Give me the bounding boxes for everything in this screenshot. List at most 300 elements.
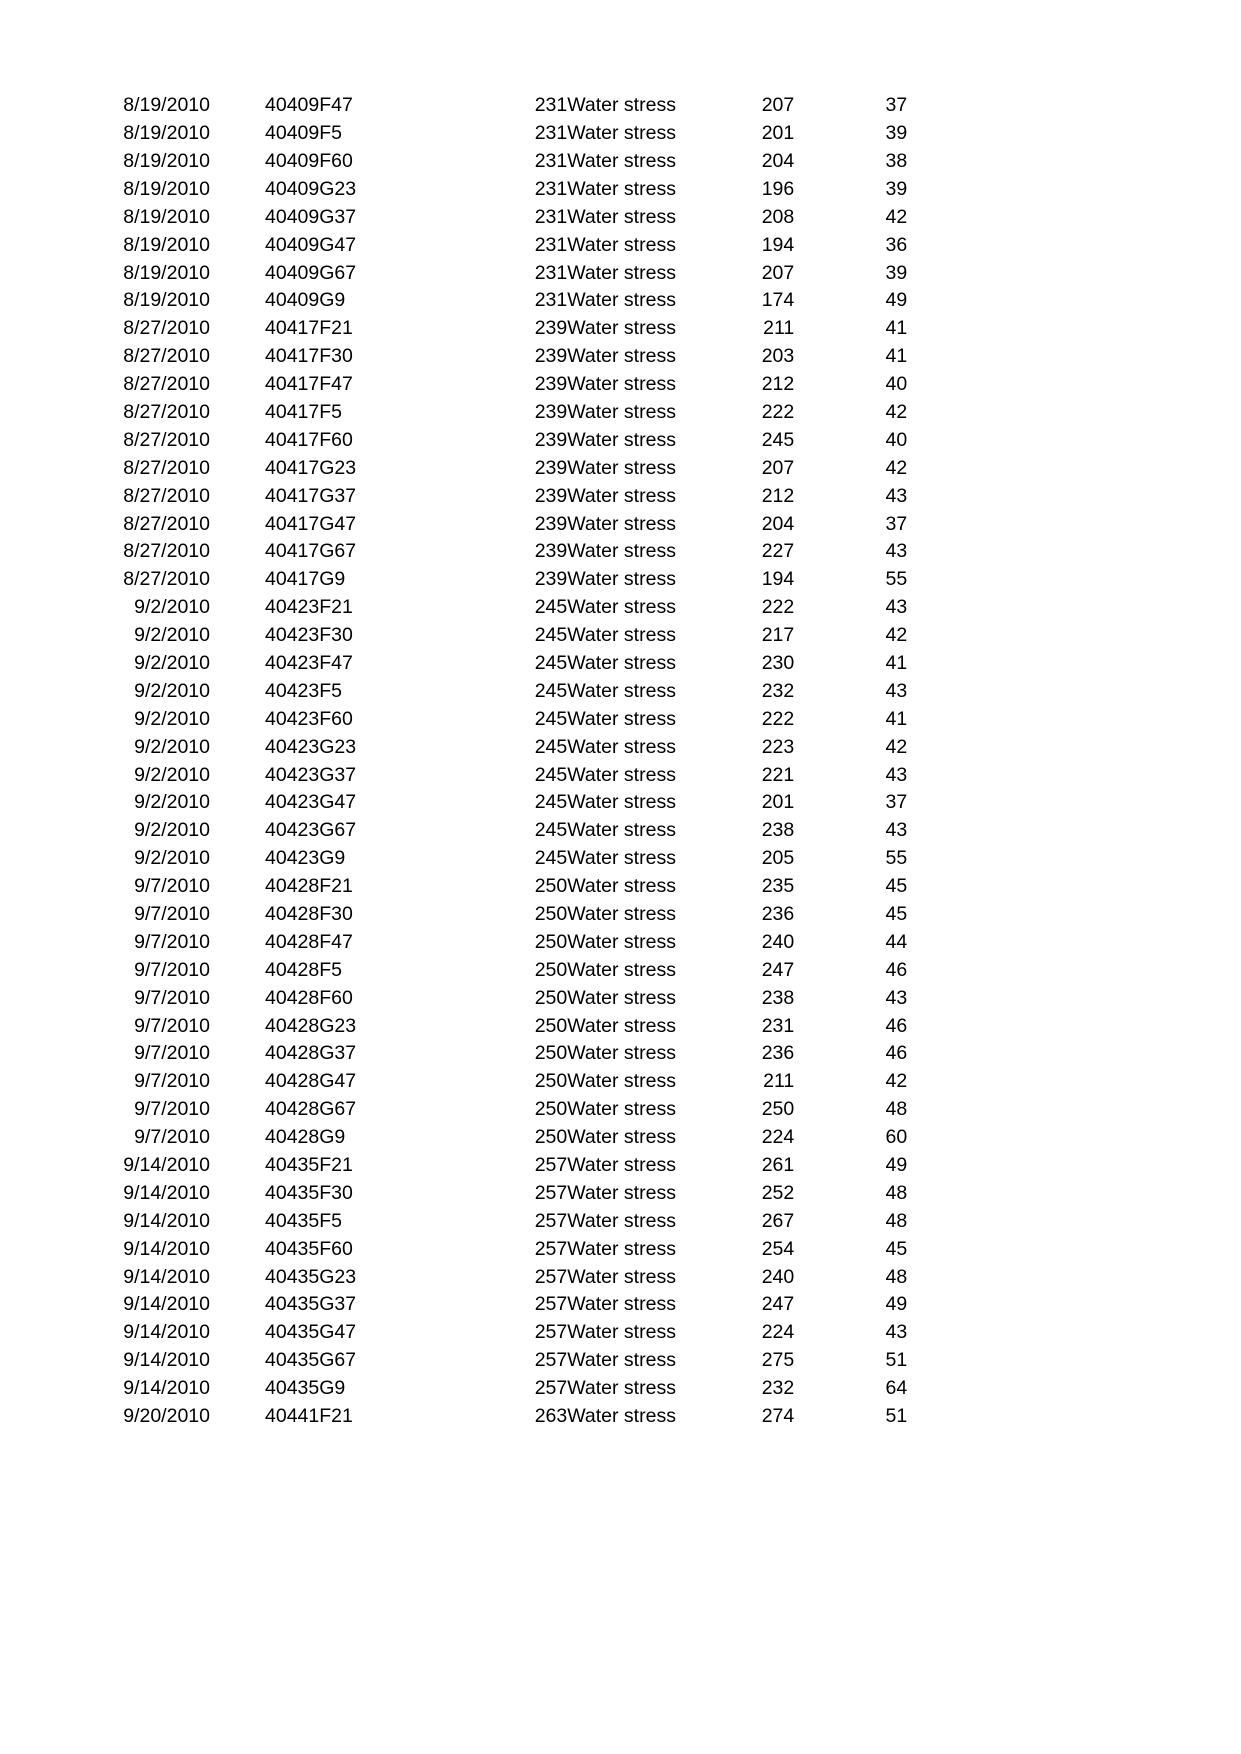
- row-leading-pad: [0, 706, 110, 734]
- cell-day-of-year: 250: [534, 903, 568, 926]
- cell-plot: F30: [319, 345, 353, 368]
- cell-gap-2: [794, 789, 877, 817]
- cell-value-2: 43: [885, 1321, 908, 1344]
- cell-day-of-year: 239: [534, 456, 568, 479]
- table-row[interactable]: [0, 371, 907, 399]
- row-leading-pad: [0, 957, 110, 985]
- cell-treatment: Water stress: [567, 1042, 676, 1065]
- row-leading-pad: [0, 1263, 110, 1291]
- cell-day-of-year: 231: [534, 289, 568, 312]
- table-row[interactable]: [0, 761, 907, 789]
- cell-treatment: Water stress: [567, 345, 676, 368]
- table-row[interactable]: [0, 1403, 907, 1431]
- cell-serial: 40409: [265, 233, 320, 256]
- cell-plot: G47: [319, 233, 357, 256]
- cell-gap-2: [794, 929, 877, 957]
- cell-day-of-year: 250: [534, 1126, 568, 1149]
- table-row[interactable]: [0, 148, 907, 176]
- cell-date: 8/19/2010: [123, 289, 210, 312]
- cell-value-2: 42: [885, 735, 908, 758]
- table-row[interactable]: [0, 287, 907, 315]
- cell-gap-1: [210, 761, 265, 789]
- cell-gap-2: [794, 204, 877, 232]
- row-leading-pad: [0, 399, 110, 427]
- table-row[interactable]: [0, 92, 907, 120]
- cell-treatment: Water stress: [567, 791, 676, 814]
- cell-gap-2: [794, 650, 877, 678]
- cell-value-2: 55: [885, 568, 908, 591]
- cell-day-of-year: 250: [534, 875, 568, 898]
- cell-day-of-year: 239: [534, 568, 568, 591]
- table-row[interactable]: [0, 1152, 907, 1180]
- cell-serial: 40409: [265, 94, 320, 117]
- row-leading-pad: [0, 120, 110, 148]
- cell-value-1: 203: [761, 345, 795, 368]
- cell-day-of-year: 239: [534, 373, 568, 396]
- cell-gap-1: [210, 1375, 265, 1403]
- cell-gap-1: [210, 957, 265, 985]
- cell-date: 8/19/2010: [123, 149, 210, 172]
- cell-serial: 40428: [265, 1070, 320, 1093]
- cell-plot: G23: [319, 735, 357, 758]
- row-leading-pad: [0, 1236, 110, 1264]
- cell-day-of-year: 257: [534, 1181, 568, 1204]
- cell-date: 9/2/2010: [134, 763, 210, 786]
- cell-value-1: 224: [761, 1321, 795, 1344]
- cell-value-1: 211: [763, 317, 795, 340]
- cell-plot: G23: [319, 456, 357, 479]
- cell-date: 8/27/2010: [123, 317, 210, 340]
- cell-gap-1: [210, 1319, 265, 1347]
- cell-date: 9/20/2010: [123, 1405, 210, 1428]
- cell-day-of-year: 257: [534, 1349, 568, 1372]
- row-leading-pad: [0, 594, 110, 622]
- table-row[interactable]: [0, 1319, 907, 1347]
- cell-gap-1: [210, 371, 265, 399]
- cell-gap-1: [210, 176, 265, 204]
- table-row[interactable]: [0, 1040, 907, 1068]
- cell-day-of-year: 257: [534, 1265, 568, 1288]
- cell-value-1: 222: [761, 596, 795, 619]
- table-row[interactable]: [0, 1096, 907, 1124]
- cell-date: 8/19/2010: [123, 233, 210, 256]
- cell-treatment: Water stress: [567, 930, 676, 953]
- cell-value-2: 45: [885, 1237, 908, 1260]
- cell-gap-1: [210, 204, 265, 232]
- cell-treatment: Water stress: [567, 177, 676, 200]
- cell-gap-1: [210, 399, 265, 427]
- cell-plot: G37: [319, 484, 357, 507]
- cell-serial: 40423: [265, 791, 320, 814]
- cell-value-1: 212: [761, 484, 795, 507]
- cell-value-2: 43: [885, 484, 908, 507]
- cell-serial: 40428: [265, 958, 320, 981]
- cell-treatment: Water stress: [567, 596, 676, 619]
- cell-value-1: 207: [761, 261, 795, 284]
- cell-serial: 40435: [265, 1265, 320, 1288]
- cell-value-1: 212: [761, 373, 795, 396]
- cell-date: 9/7/2010: [134, 1070, 210, 1093]
- cell-value-1: 240: [761, 930, 795, 953]
- cell-date: 8/27/2010: [123, 373, 210, 396]
- table-row[interactable]: [0, 1291, 907, 1319]
- table-row[interactable]: [0, 315, 907, 343]
- cell-value-2: 46: [885, 958, 908, 981]
- table-row[interactable]: [0, 1124, 907, 1152]
- cell-plot: F30: [319, 1181, 353, 1204]
- table-row[interactable]: [0, 399, 907, 427]
- cell-value-2: 38: [885, 149, 908, 172]
- cell-treatment: Water stress: [567, 958, 676, 981]
- cell-value-2: 37: [885, 512, 908, 535]
- cell-gap-2: [794, 1403, 877, 1431]
- cell-treatment: Water stress: [567, 847, 676, 870]
- cell-gap-2: [794, 510, 877, 538]
- table-row[interactable]: [0, 482, 907, 510]
- cell-treatment: Water stress: [567, 1070, 676, 1093]
- cell-date: 9/14/2010: [123, 1237, 210, 1260]
- cell-value-2: 51: [885, 1349, 908, 1372]
- row-leading-pad: [0, 873, 110, 901]
- table-row[interactable]: [0, 259, 907, 287]
- cell-treatment: Water stress: [567, 1154, 676, 1177]
- cell-gap-1: [210, 148, 265, 176]
- cell-date: 9/14/2010: [123, 1154, 210, 1177]
- row-leading-pad: [0, 650, 110, 678]
- cell-treatment: Water stress: [567, 1321, 676, 1344]
- cell-value-1: 221: [761, 763, 795, 786]
- cell-day-of-year: 250: [534, 1098, 568, 1121]
- cell-value-1: 222: [761, 400, 795, 423]
- row-leading-pad: [0, 538, 110, 566]
- row-leading-pad: [0, 1403, 110, 1431]
- cell-plot: G67: [319, 1349, 357, 1372]
- row-leading-pad: [0, 817, 110, 845]
- cell-date: 9/2/2010: [134, 735, 210, 758]
- cell-gap-1: [210, 650, 265, 678]
- cell-date: 9/7/2010: [134, 958, 210, 981]
- cell-date: 8/19/2010: [123, 94, 210, 117]
- cell-plot: G9: [319, 847, 346, 870]
- cell-day-of-year: 231: [534, 94, 568, 117]
- cell-gap-1: [210, 287, 265, 315]
- cell-value-2: 43: [885, 679, 908, 702]
- cell-plot: F47: [319, 373, 353, 396]
- table-row[interactable]: [0, 1068, 907, 1096]
- table-row[interactable]: [0, 1236, 907, 1264]
- cell-gap-2: [794, 1040, 877, 1068]
- cell-date: 9/14/2010: [123, 1321, 210, 1344]
- cell-gap-1: [210, 873, 265, 901]
- cell-day-of-year: 257: [534, 1237, 568, 1260]
- cell-gap-1: [210, 343, 265, 371]
- row-leading-pad: [0, 678, 110, 706]
- cell-gap-2: [794, 92, 877, 120]
- table-row[interactable]: [0, 929, 907, 957]
- cell-serial: 40417: [265, 484, 320, 507]
- table-row[interactable]: [0, 1347, 907, 1375]
- cell-serial: 40435: [265, 1237, 320, 1260]
- cell-value-2: 37: [885, 94, 908, 117]
- cell-date: 8/27/2010: [123, 568, 210, 591]
- cell-gap-2: [794, 1124, 877, 1152]
- cell-gap-2: [794, 259, 877, 287]
- cell-date: 9/2/2010: [134, 596, 210, 619]
- cell-value-1: 267: [761, 1209, 795, 1232]
- cell-gap-2: [794, 1319, 877, 1347]
- table-row[interactable]: [0, 594, 907, 622]
- cell-treatment: Water stress: [567, 94, 676, 117]
- cell-gap-2: [794, 985, 877, 1013]
- cell-treatment: Water stress: [567, 652, 676, 674]
- table-row[interactable]: [0, 1208, 907, 1236]
- cell-value-1: 204: [761, 512, 795, 535]
- table-row[interactable]: [0, 622, 907, 650]
- cell-date: 9/14/2010: [123, 1349, 210, 1372]
- cell-gap-2: [794, 566, 877, 594]
- cell-serial: 40428: [265, 1042, 320, 1065]
- cell-serial: 40409: [265, 261, 320, 284]
- cell-plot: F21: [319, 875, 353, 898]
- cell-value-2: 49: [885, 1293, 908, 1316]
- table-row[interactable]: [0, 120, 907, 148]
- row-leading-pad: [0, 148, 110, 176]
- table-row[interactable]: [0, 1263, 907, 1291]
- cell-gap-1: [210, 1180, 265, 1208]
- cell-value-1: 240: [761, 1265, 795, 1288]
- cell-value-1: 194: [761, 568, 795, 591]
- cell-treatment: Water stress: [567, 400, 676, 423]
- cell-treatment: Water stress: [567, 707, 676, 730]
- cell-day-of-year: 257: [534, 1293, 568, 1316]
- cell-plot: F5: [319, 958, 342, 981]
- cell-day-of-year: 245: [534, 652, 568, 674]
- cell-treatment: Water stress: [567, 261, 676, 284]
- table-row[interactable]: [0, 1012, 907, 1040]
- cell-value-2: 41: [885, 707, 908, 730]
- cell-plot: G67: [319, 819, 357, 842]
- table-row[interactable]: [0, 510, 907, 538]
- cell-serial: 40428: [265, 986, 320, 1009]
- table-row[interactable]: [0, 538, 907, 566]
- cell-value-1: 194: [761, 233, 795, 256]
- table-row[interactable]: [0, 678, 907, 706]
- table-row[interactable]: [0, 1180, 907, 1208]
- cell-gap-1: [210, 706, 265, 734]
- cell-treatment: Water stress: [567, 1209, 676, 1232]
- row-leading-pad: [0, 1319, 110, 1347]
- cell-gap-2: [794, 287, 877, 315]
- cell-serial: 40417: [265, 373, 320, 396]
- cell-serial: 40417: [265, 540, 320, 563]
- cell-value-1: 236: [761, 1042, 795, 1065]
- table-row[interactable]: [0, 817, 907, 845]
- cell-plot: G67: [319, 540, 357, 563]
- cell-value-1: 250: [761, 1098, 795, 1121]
- table-row[interactable]: [0, 1375, 907, 1403]
- cell-serial: 40417: [265, 428, 320, 451]
- cell-treatment: Water stress: [567, 624, 676, 647]
- cell-serial: 40423: [265, 735, 320, 758]
- cell-gap-2: [794, 231, 877, 259]
- cell-value-2: 42: [885, 456, 908, 479]
- row-leading-pad: [0, 761, 110, 789]
- cell-gap-1: [210, 733, 265, 761]
- cell-date: 8/27/2010: [123, 456, 210, 479]
- cell-serial: 40423: [265, 624, 320, 647]
- cell-gap-1: [210, 929, 265, 957]
- table-row[interactable]: [0, 650, 907, 678]
- table-row[interactable]: [0, 455, 907, 483]
- cell-plot: G23: [319, 177, 357, 200]
- cell-value-2: 49: [885, 289, 908, 312]
- cell-gap-2: [794, 176, 877, 204]
- cell-gap-1: [210, 1068, 265, 1096]
- cell-day-of-year: 257: [534, 1377, 568, 1400]
- cell-serial: 40428: [265, 930, 320, 953]
- cell-serial: 40428: [265, 875, 320, 898]
- cell-value-1: 235: [761, 875, 795, 898]
- cell-gap-1: [210, 92, 265, 120]
- cell-gap-2: [794, 761, 877, 789]
- cell-day-of-year: 245: [534, 624, 568, 647]
- table-row[interactable]: [0, 566, 907, 594]
- row-leading-pad: [0, 622, 110, 650]
- table-row[interactable]: [0, 985, 907, 1013]
- cell-value-1: 231: [761, 1014, 795, 1037]
- table-row[interactable]: [0, 176, 907, 204]
- cell-treatment: Water stress: [567, 875, 676, 898]
- table-row[interactable]: [0, 427, 907, 455]
- cell-gap-1: [210, 510, 265, 538]
- cell-day-of-year: 239: [534, 400, 568, 423]
- row-leading-pad: [0, 482, 110, 510]
- cell-serial: 40428: [265, 903, 320, 926]
- cell-value-1: 247: [761, 1293, 795, 1316]
- cell-gap-1: [210, 678, 265, 706]
- cell-plot: F21: [319, 596, 353, 619]
- cell-treatment: Water stress: [567, 1405, 676, 1428]
- row-leading-pad: [0, 231, 110, 259]
- cell-serial: 40423: [265, 847, 320, 870]
- table-row[interactable]: [0, 901, 907, 929]
- cell-value-1: 223: [761, 735, 795, 758]
- cell-date: 9/7/2010: [134, 986, 210, 1009]
- cell-day-of-year: 245: [534, 679, 568, 702]
- table-row[interactable]: [0, 204, 907, 232]
- cell-day-of-year: 239: [534, 317, 568, 340]
- row-leading-pad: [0, 733, 110, 761]
- cell-gap-2: [794, 594, 877, 622]
- cell-serial: 40435: [265, 1181, 320, 1204]
- row-leading-pad: [0, 929, 110, 957]
- table-row[interactable]: [0, 957, 907, 985]
- cell-date: 8/19/2010: [123, 261, 210, 284]
- row-leading-pad: [0, 845, 110, 873]
- table-row[interactable]: [0, 873, 907, 901]
- cell-gap-2: [794, 538, 877, 566]
- cell-serial: 40409: [265, 149, 320, 172]
- cell-plot: G37: [319, 205, 357, 228]
- cell-serial: 40417: [265, 400, 320, 423]
- cell-value-1: 238: [761, 986, 795, 1009]
- cell-treatment: Water stress: [567, 205, 676, 228]
- cell-day-of-year: 257: [534, 1209, 568, 1232]
- cell-day-of-year: 239: [534, 428, 568, 451]
- cell-day-of-year: 245: [534, 819, 568, 842]
- cell-treatment: Water stress: [567, 735, 676, 758]
- cell-gap-2: [794, 120, 877, 148]
- cell-serial: 40417: [265, 568, 320, 591]
- cell-gap-2: [794, 1347, 877, 1375]
- cell-day-of-year: 239: [534, 345, 568, 368]
- cell-gap-1: [210, 1403, 265, 1431]
- cell-gap-2: [794, 455, 877, 483]
- cell-date: 9/2/2010: [134, 707, 210, 730]
- cell-gap-2: [794, 622, 877, 650]
- cell-plot: G47: [319, 791, 357, 814]
- table-row[interactable]: [0, 845, 907, 873]
- row-leading-pad: [0, 287, 110, 315]
- cell-treatment: Water stress: [567, 540, 676, 563]
- cell-gap-2: [794, 1180, 877, 1208]
- table-row[interactable]: [0, 789, 907, 817]
- cell-gap-1: [210, 1208, 265, 1236]
- cell-date: 9/7/2010: [134, 903, 210, 926]
- cell-value-2: 39: [885, 177, 908, 200]
- table-row[interactable]: [0, 343, 907, 371]
- cell-value-2: 48: [885, 1181, 908, 1204]
- cell-treatment: Water stress: [567, 1126, 676, 1149]
- cell-value-1: 224: [761, 1126, 795, 1149]
- row-leading-pad: [0, 1291, 110, 1319]
- table-row[interactable]: [0, 231, 907, 259]
- cell-treatment: Water stress: [567, 1098, 676, 1121]
- cell-gap-1: [210, 594, 265, 622]
- cell-value-1: 232: [761, 1377, 795, 1400]
- cell-serial: 40428: [265, 1098, 320, 1121]
- cell-serial: 40435: [265, 1377, 320, 1400]
- row-leading-pad: [0, 1180, 110, 1208]
- cell-plot: G67: [319, 261, 357, 284]
- cell-date: 9/2/2010: [134, 624, 210, 647]
- cell-day-of-year: 239: [534, 484, 568, 507]
- cell-plot: G67: [319, 1098, 357, 1121]
- cell-plot: F60: [319, 986, 353, 1009]
- row-leading-pad: [0, 1068, 110, 1096]
- cell-gap-1: [210, 845, 265, 873]
- cell-day-of-year: 245: [534, 791, 568, 814]
- cell-plot: F5: [319, 400, 342, 423]
- cell-treatment: Water stress: [567, 512, 676, 535]
- cell-value-1: 252: [761, 1181, 795, 1204]
- cell-plot: F5: [319, 1209, 342, 1232]
- table-row[interactable]: [0, 706, 907, 734]
- cell-day-of-year: 250: [534, 1014, 568, 1037]
- row-leading-pad: [0, 566, 110, 594]
- row-leading-pad: [0, 259, 110, 287]
- cell-date: 9/14/2010: [123, 1293, 210, 1316]
- cell-date: 8/27/2010: [123, 400, 210, 423]
- cell-serial: 40417: [265, 345, 320, 368]
- cell-plot: F30: [319, 903, 353, 926]
- cell-date: 9/7/2010: [134, 930, 210, 953]
- cell-day-of-year: 250: [534, 930, 568, 953]
- cell-gap-1: [210, 1124, 265, 1152]
- row-leading-pad: [0, 371, 110, 399]
- table-row[interactable]: [0, 733, 907, 761]
- cell-gap-2: [794, 1068, 877, 1096]
